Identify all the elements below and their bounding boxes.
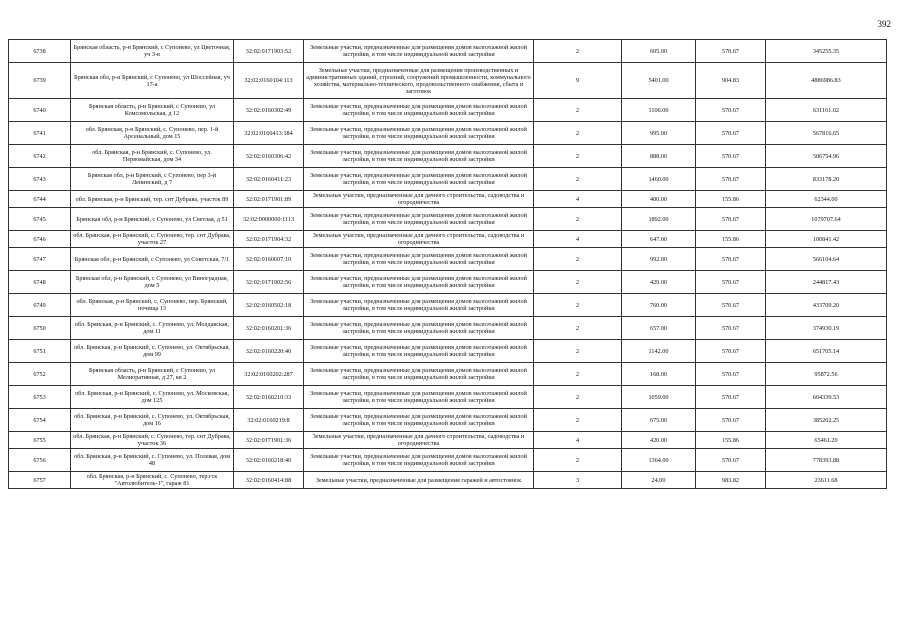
- table-row: [9, 409, 887, 432]
- group-number-cell: 2: [534, 271, 622, 294]
- area-cell: 675.00: [622, 409, 696, 432]
- group-number-cell: 4: [534, 432, 622, 449]
- cadastral-number-cell: 32:02:0160502:18: [234, 294, 304, 317]
- area-cell: 429.00: [622, 271, 696, 294]
- page-number: 392: [877, 19, 891, 29]
- table-row: [9, 294, 887, 317]
- row-number-cell: 6756: [9, 449, 71, 472]
- cadastral-number-cell: 32:02:0171901:89: [234, 191, 304, 208]
- area-cell: 1142.00: [622, 340, 696, 363]
- land-use-type-cell: Земельные участки, предназначенные для размещения домов малоэтажной жилой застройки, в том числе индивидуальной жилой застройки: [304, 40, 534, 63]
- specific-value-cell: 570.67: [696, 271, 766, 294]
- area-cell: 1364.00: [622, 449, 696, 472]
- address-cell: обл. Брянская, р-н Брянский, с. Супонево, тер. снт Дубрава, участок 36: [71, 432, 234, 449]
- land-use-type-cell: Земельные участки, предназначенные для размещения домов малоэтажной жилой застройки, в том числе индивидуальной жилой застройки: [304, 271, 534, 294]
- cadastral-number-cell: 32:02:0160220:40: [234, 340, 304, 363]
- cadastral-value-cell: 604339.53: [766, 386, 887, 409]
- table-row: [9, 168, 887, 191]
- land-use-type-cell: Земельные участки, предназначенные для размещения домов малоэтажной жилой застройки, в том числе индивидуальной жилой застройки: [304, 317, 534, 340]
- group-number-cell: 2: [534, 145, 622, 168]
- area-cell: 1059.00: [622, 386, 696, 409]
- address-cell: Брянская область, р-н Брянский, с Супонево, ул Комсомольская, д 12: [71, 99, 234, 122]
- land-use-type-cell: Земельные участки, предназначенные для размещения домов малоэтажной жилой застройки, в том числе индивидуальной жилой застройки: [304, 99, 534, 122]
- address-cell: Брянская обл, р-н Брянский, с Супонево, ул Шоссейная, уч 17-а: [71, 63, 234, 99]
- address-cell: обл. Брянская, р-н Брянский, с. Супонево, ул. Молдавская, дом 11: [71, 317, 234, 340]
- cadastral-number-cell: 32:02:0171901:36: [234, 432, 304, 449]
- group-number-cell: 3: [534, 472, 622, 489]
- address-cell: обл. Брянская, р-н Брянский, с. Супонево, пер. Брянский, почища 13: [71, 294, 234, 317]
- address-cell: обл. Брянская, р-н Брянский, с. Супонево, ул. Октябрьская, дом 99: [71, 340, 234, 363]
- table-row: [9, 472, 887, 489]
- land-use-type-cell: Земельные участки, предназначенные для размещения домов малоэтажной жилой застройки, в том числе индивидуальной жилой застройки: [304, 340, 534, 363]
- land-use-type-cell: Земельные участки, предназначенные для размещения домов малоэтажной жилой застройки, в том числе индивидуальной жилой застройки: [304, 386, 534, 409]
- cadastral-number-cell: 32:02:0171904:32: [234, 231, 304, 248]
- table-row: [9, 231, 887, 248]
- address-cell: обл. Брянская, р-н Брянский, с. Супонево, ул. Октябрьская, дом 16: [71, 409, 234, 432]
- row-number-cell: 6753: [9, 386, 71, 409]
- row-number-cell: 6743: [9, 168, 71, 191]
- address-cell: обл. Брянская, р-н Брянский, с. Супонево, тер.гск "Автолюбитель-1", гараж 81: [71, 472, 234, 489]
- cadastral-number-cell: 32:02:0160104:113: [234, 63, 304, 99]
- address-cell: обл. Брянская, р-н Брянский, с. Супонево, ул. Полевая, дом 48: [71, 449, 234, 472]
- cadastral-number-cell: 32:02:0160607:10: [234, 248, 304, 271]
- specific-value-cell: 570.67: [696, 145, 766, 168]
- table-row: [9, 191, 887, 208]
- cadastral-value-cell: 23611.68: [766, 472, 887, 489]
- area-cell: 24.00: [622, 472, 696, 489]
- row-number-cell: 6748: [9, 271, 71, 294]
- address-cell: обл. Брянская, р-н Брянский, с. Супонево, ул. Московская, дом 125: [71, 386, 234, 409]
- row-number-cell: 6751: [9, 340, 71, 363]
- cadastral-value-cell: 651705.14: [766, 340, 887, 363]
- group-number-cell: 2: [534, 363, 622, 386]
- land-use-type-cell: Земельные участки, предназначенные для размещения домов малоэтажной жилой застройки, в том числе индивидуальной жилой застройки: [304, 248, 534, 271]
- table-row: [9, 432, 887, 449]
- cadastral-number-cell: 32:02:0171903:52: [234, 40, 304, 63]
- table-row: [9, 363, 887, 386]
- specific-value-cell: 570.67: [696, 294, 766, 317]
- land-use-type-cell: Земельные участки, предназначенные для размещения производственных и административных зданий, строений, сооружений промышленности, коммунального хозяйства, материально-технического, продовольственного снабжения, сбыта и заготовок: [304, 63, 534, 99]
- specific-value-cell: 570.67: [696, 363, 766, 386]
- row-number-cell: 6755: [9, 432, 71, 449]
- cadastral-number-cell: 32:02:0000000:1113: [234, 208, 304, 231]
- row-number-cell: 6746: [9, 231, 71, 248]
- cadastral-value-cell: 833178.20: [766, 168, 887, 191]
- cadastral-value-cell: 4886986.83: [766, 63, 887, 99]
- row-number-cell: 6754: [9, 409, 71, 432]
- specific-value-cell: 155.86: [696, 191, 766, 208]
- cadastral-value-table: [8, 39, 887, 489]
- table-row: [9, 145, 887, 168]
- cadastral-value-cell: 345255.35: [766, 40, 887, 63]
- group-number-cell: 2: [534, 99, 622, 122]
- cadastral-number-cell: 32:02:0160210:33: [234, 386, 304, 409]
- address-cell: Брянская область, р-н Брянский, с Супонево, ул Цветочная, уч 3-в: [71, 40, 234, 63]
- specific-value-cell: 570.67: [696, 386, 766, 409]
- cadastral-number-cell: 32:02:0160219:8: [234, 409, 304, 432]
- land-use-type-cell: Земельные участки, предназначенные для размещения гаражей и автостоянок: [304, 472, 534, 489]
- land-use-type-cell: Земельные участки, предназначенные для дачного строительства, садоводства и огородничества: [304, 432, 534, 449]
- table-row: [9, 271, 887, 294]
- row-number-cell: 6747: [9, 248, 71, 271]
- area-cell: 657.00: [622, 317, 696, 340]
- row-number-cell: 6738: [9, 40, 71, 63]
- row-number-cell: 6750: [9, 317, 71, 340]
- group-number-cell: 2: [534, 40, 622, 63]
- specific-value-cell: 983.82: [696, 472, 766, 489]
- table-row: [9, 340, 887, 363]
- cadastral-number-cell: 32:02:0160302:49: [234, 99, 304, 122]
- row-number-cell: 6741: [9, 122, 71, 145]
- row-number-cell: 6739: [9, 63, 71, 99]
- table-row: [9, 248, 887, 271]
- address-cell: Брянская обл, р-н Брянский, с Супонево, ул Советская, 7/1: [71, 248, 234, 271]
- specific-value-cell: 570.67: [696, 208, 766, 231]
- land-use-type-cell: Земельные участки, предназначенные для размещения домов малоэтажной жилой застройки, в том числе индивидуальной жилой застройки: [304, 168, 534, 191]
- table-row: [9, 449, 887, 472]
- specific-value-cell: 570.67: [696, 317, 766, 340]
- cadastral-value-cell: 385202.25: [766, 409, 887, 432]
- land-use-type-cell: Земельные участки, предназначенные для размещения домов малоэтажной жилой застройки, в том числе индивидуальной жилой застройки: [304, 294, 534, 317]
- group-number-cell: 2: [534, 386, 622, 409]
- row-number-cell: 6757: [9, 472, 71, 489]
- cadastral-value-cell: 100841.42: [766, 231, 887, 248]
- land-use-type-cell: Земельные участки, предназначенные для размещения домов малоэтажной жилой застройки, в том числе индивидуальной жилой застройки: [304, 208, 534, 231]
- land-use-type-cell: Земельные участки, предназначенные для размещения домов малоэтажной жилой застройки, в том числе индивидуальной жилой застройки: [304, 145, 534, 168]
- cadastral-number-cell: 32:02:0160414:88: [234, 472, 304, 489]
- row-number-cell: 6752: [9, 363, 71, 386]
- cadastral-value-cell: 244817.43: [766, 271, 887, 294]
- group-number-cell: 4: [534, 191, 622, 208]
- address-cell: Брянская обл, р-н Брянский, с Супонево, ул Светлая, д 51: [71, 208, 234, 231]
- area-cell: 1460.00: [622, 168, 696, 191]
- land-use-type-cell: Земельные участки, предназначенные для размещения домов малоэтажной жилой застройки, в том числе индивидуальной жилой застройки: [304, 363, 534, 386]
- row-number-cell: 6742: [9, 145, 71, 168]
- area-cell: 888.00: [622, 145, 696, 168]
- land-use-type-cell: Земельные участки, предназначенные для дачного строительства, садоводства и огородничества: [304, 191, 534, 208]
- table-row: [9, 122, 887, 145]
- area-cell: 1106.00: [622, 99, 696, 122]
- cadastral-number-cell: 32:02:0160413:184: [234, 122, 304, 145]
- specific-value-cell: 570.67: [696, 449, 766, 472]
- address-cell: обл. Брянская, р-н Брянский, с. Супонево, пер. 1-й Арсенальный, дом 15: [71, 122, 234, 145]
- group-number-cell: 2: [534, 248, 622, 271]
- group-number-cell: 2: [534, 340, 622, 363]
- specific-value-cell: 570.67: [696, 340, 766, 363]
- cadastral-number-cell: 32:02:0160218:40: [234, 449, 304, 472]
- address-cell: Брянская область, р-н Брянский, с Супонево, ул Мелиоративная, д 27, кв 2: [71, 363, 234, 386]
- address-cell: обл. Брянская, р-н Брянский, тер. снт Дубрава, участок 89: [71, 191, 234, 208]
- group-number-cell: 2: [534, 294, 622, 317]
- table-row: [9, 386, 887, 409]
- land-use-type-cell: Земельные участки, предназначенные для размещения домов малоэтажной жилой застройки, в том числе индивидуальной жилой застройки: [304, 122, 534, 145]
- group-number-cell: 2: [534, 122, 622, 145]
- cadastral-value-cell: 567816.65: [766, 122, 887, 145]
- cadastral-value-cell: 95872.56: [766, 363, 887, 386]
- area-cell: 647.00: [622, 231, 696, 248]
- cadastral-value-cell: 433709.20: [766, 294, 887, 317]
- address-cell: Брянская обл, р-н Брянский, с Супонево, пер 3-й Ленинский, д 7: [71, 168, 234, 191]
- group-number-cell: 2: [534, 449, 622, 472]
- cadastral-value-cell: 566104.64: [766, 248, 887, 271]
- group-number-cell: 2: [534, 409, 622, 432]
- address-cell: Брянская обл, р-н Брянский, с Супонево, ул Виноградная, дом 5: [71, 271, 234, 294]
- table-row: [9, 99, 887, 122]
- group-number-cell: 2: [534, 317, 622, 340]
- cadastral-value-cell: 65461.20: [766, 432, 887, 449]
- area-cell: 995.00: [622, 122, 696, 145]
- area-cell: 400.00: [622, 191, 696, 208]
- specific-value-cell: 155.86: [696, 231, 766, 248]
- specific-value-cell: 155.86: [696, 432, 766, 449]
- table-row: [9, 317, 887, 340]
- row-number-cell: 6745: [9, 208, 71, 231]
- specific-value-cell: 570.67: [696, 40, 766, 63]
- cadastral-number-cell: 32:02:0160306:42: [234, 145, 304, 168]
- land-use-type-cell: Земельные участки, предназначенные для размещения домов малоэтажной жилой застройки, в том числе индивидуальной жилой застройки: [304, 449, 534, 472]
- cadastral-value-cell: 631161.02: [766, 99, 887, 122]
- specific-value-cell: 570.67: [696, 99, 766, 122]
- area-cell: 605.00: [622, 40, 696, 63]
- address-cell: обл. Брянская, р-н Брянский, с. Супонево, тер. снт Дубрава, участок 27: [71, 231, 234, 248]
- cadastral-number-cell: 32:02:0160202:287: [234, 363, 304, 386]
- cadastral-number-cell: 32:02:0171902:56: [234, 271, 304, 294]
- cadastral-value-cell: 506754.96: [766, 145, 887, 168]
- table-row: [9, 208, 887, 231]
- table-body: [9, 40, 887, 489]
- cadastral-value-cell: 374930.19: [766, 317, 887, 340]
- table-row: [9, 63, 887, 99]
- group-number-cell: 9: [534, 63, 622, 99]
- area-cell: 760.00: [622, 294, 696, 317]
- row-number-cell: 6740: [9, 99, 71, 122]
- land-use-type-cell: Земельные участки, предназначенные для размещения домов малоэтажной жилой застройки, в том числе индивидуальной жилой застройки: [304, 409, 534, 432]
- specific-value-cell: 570.67: [696, 122, 766, 145]
- area-cell: 992.00: [622, 248, 696, 271]
- area-cell: 168.00: [622, 363, 696, 386]
- group-number-cell: 2: [534, 208, 622, 231]
- row-number-cell: 6744: [9, 191, 71, 208]
- area-cell: 420.00: [622, 432, 696, 449]
- specific-value-cell: 570.67: [696, 248, 766, 271]
- table-row: [9, 40, 887, 63]
- cadastral-value-cell: 62344.00: [766, 191, 887, 208]
- cadastral-number-cell: 32:02:0160201:36: [234, 317, 304, 340]
- cadastral-number-cell: 32:02:0160411:23: [234, 168, 304, 191]
- area-cell: 5401.00: [622, 63, 696, 99]
- group-number-cell: 4: [534, 231, 622, 248]
- row-number-cell: 6749: [9, 294, 71, 317]
- cadastral-value-cell: 1079707.64: [766, 208, 887, 231]
- group-number-cell: 2: [534, 168, 622, 191]
- land-use-type-cell: Земельные участки, предназначенные для дачного строительства, садоводства и огородничества: [304, 231, 534, 248]
- cadastral-value-cell: 778393.88: [766, 449, 887, 472]
- specific-value-cell: 904.83: [696, 63, 766, 99]
- area-cell: 1892.00: [622, 208, 696, 231]
- specific-value-cell: 570.67: [696, 409, 766, 432]
- address-cell: обл. Брянская, р-н Брянский, с. Супонево, ул. Первомайская, дом 34: [71, 145, 234, 168]
- specific-value-cell: 570.67: [696, 168, 766, 191]
